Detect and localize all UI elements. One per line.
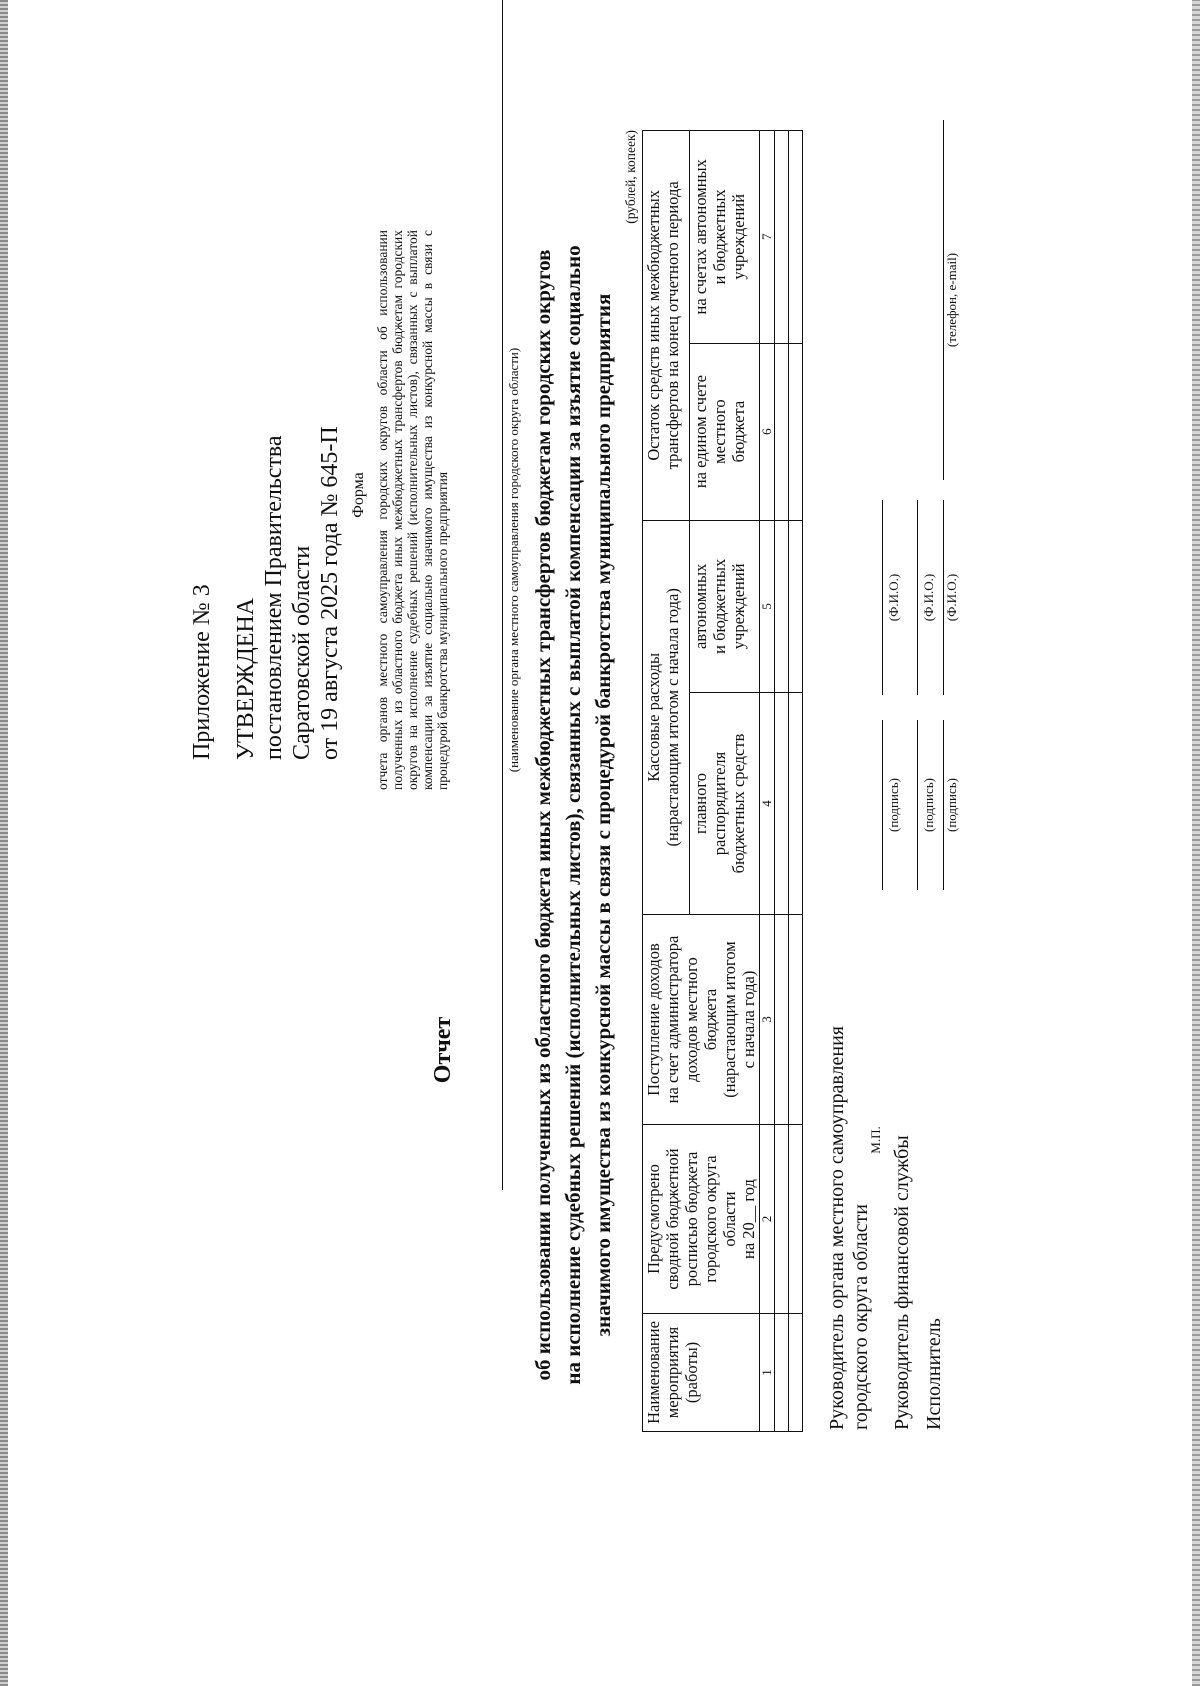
finance-name-line xyxy=(917,500,918,695)
header-institution-accounts: на счетах автономных и бюджетных учреждений xyxy=(690,131,760,344)
head-name-line xyxy=(882,500,883,695)
table-cell xyxy=(775,343,789,520)
table-cell xyxy=(789,343,803,520)
approved-label: УТВЕРЖДЕНА xyxy=(233,597,259,760)
table-cell xyxy=(789,1313,803,1431)
finance-head-label: Руководитель финансовой службы xyxy=(891,1135,913,1430)
form-description: отчета органов местного самоуправления городских округов области об использовании полученных из областного бюджета иных межбюджетных трансфертов бюджетам городских округов на исполнение судебных решений (исполнительных листов), связанных с выплатой компенсации за изъятие социально значимого имущества из конкурсной массы в связи с процедурой банкротства муниципального предприятия xyxy=(375,230,450,790)
column-number: 1 xyxy=(760,1313,775,1431)
table-cell xyxy=(775,914,789,1124)
header-planned: Предусмотрено сводной бюджетной росписью бюджета городского округа области на 20__ год xyxy=(643,1125,760,1314)
header-event-name: Наименование мероприятия (работы) xyxy=(643,1313,760,1431)
table-cell xyxy=(775,520,789,692)
column-number: 3 xyxy=(760,914,775,1124)
table-header-row xyxy=(643,131,690,1432)
header-balance: Остаток средств иных межбюджетных трансфертов на конец отчетного периода xyxy=(643,131,690,521)
finance-signature-line xyxy=(917,720,918,890)
report-table xyxy=(642,130,803,1432)
scan-edge-left xyxy=(0,0,8,1686)
head-signature-caption: (подпись) xyxy=(886,778,901,832)
form-label-text: Форма xyxy=(350,472,367,518)
executor-signature-caption: (подпись) xyxy=(944,778,959,832)
column-number: 2 xyxy=(760,1125,775,1314)
header-autonomous: автономных и бюджетных учреждений xyxy=(690,520,760,692)
organization-name-line xyxy=(502,0,503,1190)
appendix-block xyxy=(188,240,344,760)
table-cell xyxy=(789,914,803,1124)
table-cell xyxy=(789,520,803,692)
header-cash-expenses: Кассовые расходы (нарастающим итогом с начала года) xyxy=(643,520,690,914)
organization-caption: (наименование органа местного самоуправления городского округа области) xyxy=(506,347,521,773)
column-number: 6 xyxy=(760,343,775,520)
table-cell xyxy=(775,1313,789,1431)
table-row xyxy=(789,131,803,1432)
units-label: (рублей, копеек) xyxy=(623,130,638,224)
approved-by: постановлением Правительства xyxy=(261,435,287,760)
executor-phone-caption: (телефон, e-mail) xyxy=(944,252,959,348)
table-cell xyxy=(789,1125,803,1314)
head-name-caption: (Ф.И.О.) xyxy=(886,573,901,622)
finance-name-caption: (Ф.И.О.) xyxy=(921,573,936,622)
head-of-administration-label xyxy=(825,870,873,1430)
approved-date: от 19 августа 2025 года № 645-П xyxy=(317,426,343,760)
subject-line-3: значимого имущества из конкурсной массы в связи с процедурой банкротства муниципального предприятия xyxy=(591,293,615,1337)
head-signature-line xyxy=(882,720,883,890)
report-subject xyxy=(528,160,618,1470)
column-number: 7 xyxy=(760,131,775,344)
column-number: 5 xyxy=(760,520,775,692)
table-cell xyxy=(775,131,789,344)
table-cell xyxy=(775,693,789,915)
document-sheet xyxy=(60,70,960,1630)
scan-edge-right xyxy=(1192,0,1200,1686)
table-row xyxy=(775,131,789,1432)
subject-line-1: об использовании полученных из областного бюджета иных межбюджетных трансфертов бюджетам городских округов xyxy=(531,249,555,1381)
finance-signature-caption: (подпись) xyxy=(921,778,936,832)
report-title: Отчет xyxy=(430,1016,456,1084)
table-cell xyxy=(789,131,803,344)
seal-label: М.П. xyxy=(868,1126,883,1154)
head-label-line-1: Руководитель органа местного самоуправления xyxy=(826,1026,848,1430)
table-cell xyxy=(775,1125,789,1314)
executor-name-caption: (Ф.И.О.) xyxy=(944,573,959,622)
header-income: Поступление доходов на счет администратора доходов местного бюджета (нарастающим итогом с начала года) xyxy=(643,914,760,1124)
table-cell xyxy=(789,693,803,915)
head-label-line-2: городского округа области xyxy=(850,1204,872,1430)
header-chief-manager: главного распорядителя бюджетных средств xyxy=(690,693,760,915)
table-numbers-row xyxy=(760,131,775,1432)
approved-region: Саратовской области xyxy=(289,545,315,760)
appendix-number: Приложение № 3 xyxy=(189,584,215,760)
header-single-account: на едином счете местного бюджета xyxy=(690,343,760,520)
subject-line-2: на исполнение судебных решений (исполнительных листов), связанных с выплатой компенсации за изъятие социально xyxy=(561,245,585,1385)
column-number: 4 xyxy=(760,693,775,915)
executor-label: Исполнитель xyxy=(923,1318,945,1430)
